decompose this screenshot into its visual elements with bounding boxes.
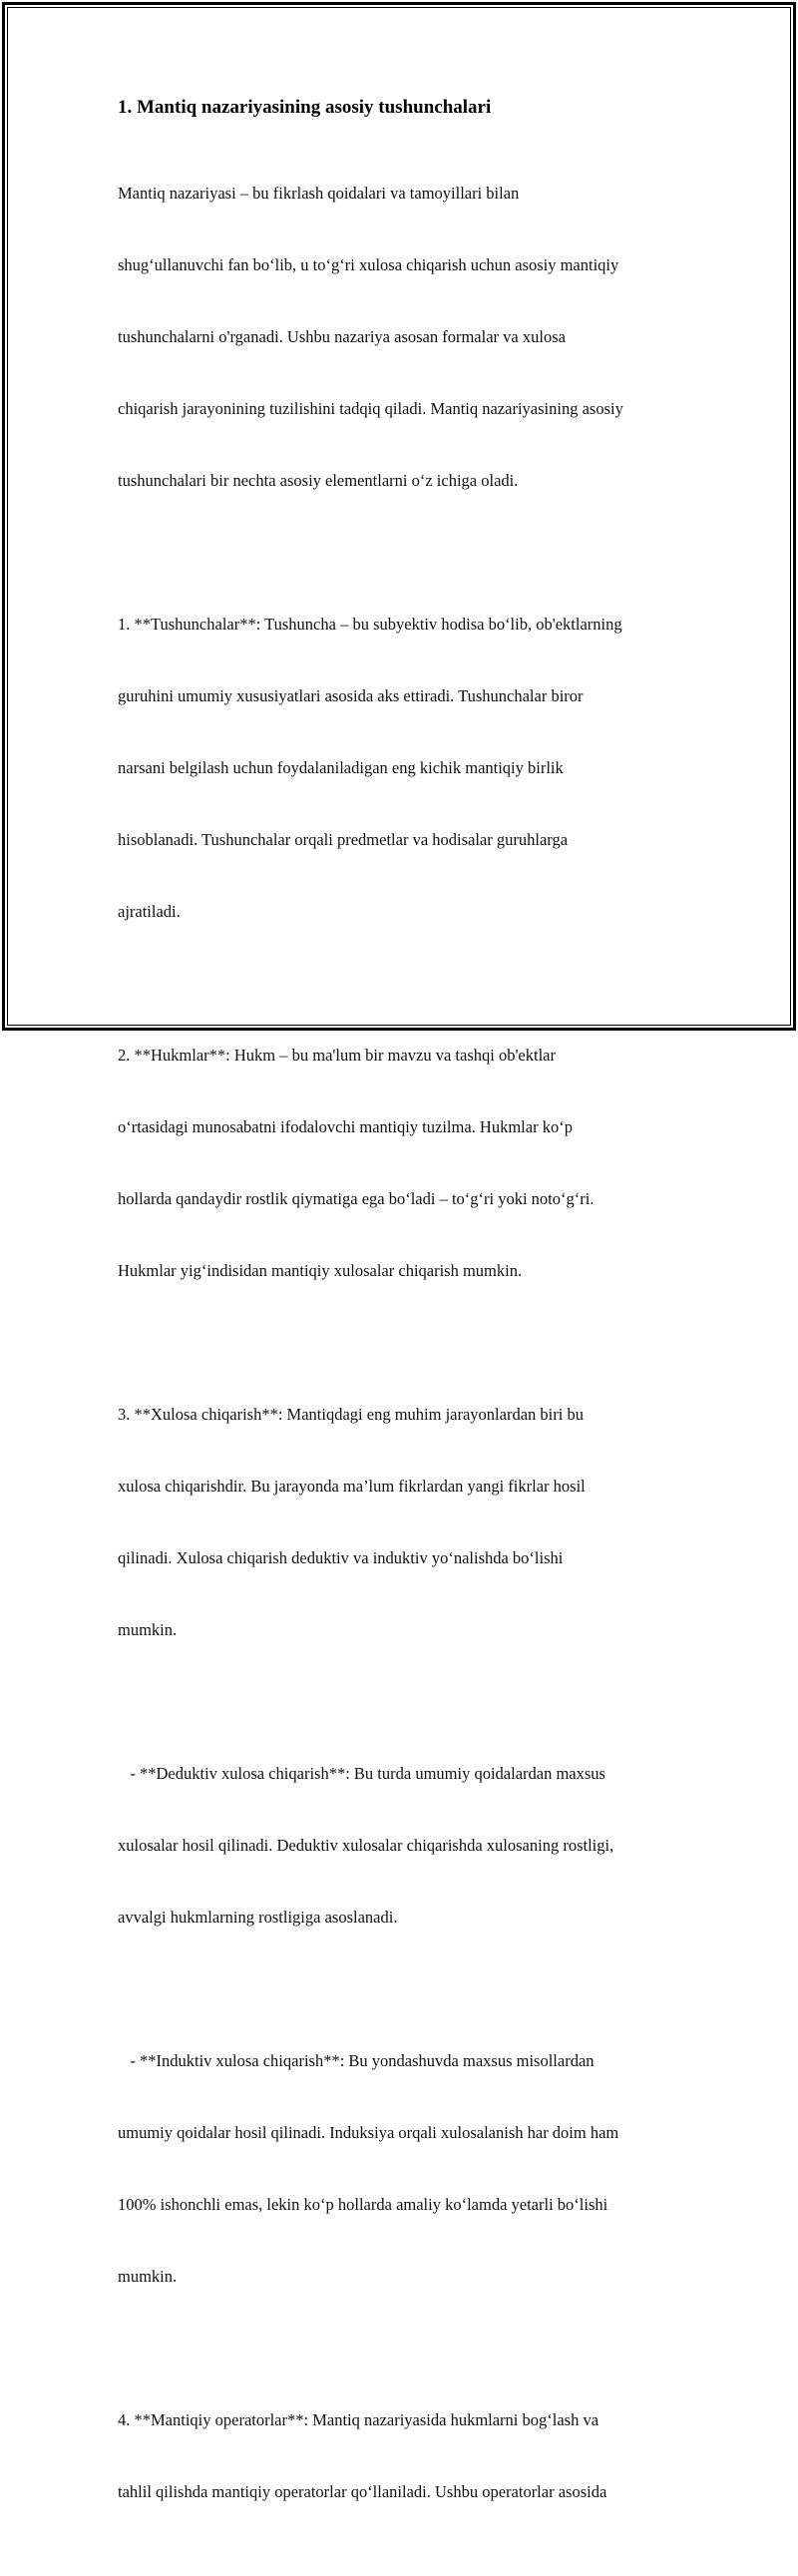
text-line: - **Induktiv xulosa chiqarish**: Bu yondashuvda maxsus misollardan — [118, 2051, 595, 2070]
text-line: 100% ishonchli emas, lekin ko‘p hollarda amaliy ko‘lamda yetarli bo‘lishi — [118, 2195, 608, 2214]
text-line: tushunchalarni o'rganadi. Ushbu nazariya asosan formalar va xulosa — [118, 327, 566, 346]
document-body — [118, 96, 696, 2576]
text-line: shug‘ullanuvchi fan bo‘lib, u to‘g‘ri xulosa chiqarish uchun asosiy mantiqiy — [118, 255, 619, 274]
hukmlar-paragraph — [118, 996, 696, 1331]
deduktiv-paragraph — [118, 1714, 696, 1977]
text-line: 4. **Mantiqiy operatorlar**: Mantiq nazariyasida hukmlarni bog‘lash va — [118, 2410, 599, 2429]
text-line: o‘rtasidagi munosabatni ifodalovchi mantiqiy tuzilma. Hukmlar ko‘p — [118, 1117, 573, 1136]
intro-paragraph — [118, 134, 696, 541]
section-title: 1. Mantiq nazariyasining asosiy tushunchalari — [118, 97, 492, 118]
text-line: 1. **Tushunchalar**: Tushuncha – bu subyektiv hodisa bo‘lib, ob'ektlarning — [118, 615, 622, 634]
induktiv-paragraph — [118, 2001, 696, 2337]
text-line: xulosalar hosil qilinadi. Deduktiv xulosalar chiqarishda xulosaning rostligi, — [118, 1836, 614, 1855]
text-line: mumkin. — [118, 1620, 178, 1639]
text-line: Mantiq nazariyasi – bu fikrlash qoidalari va tamoyillari bilan — [118, 184, 520, 203]
text-line: qilinadi. Xulosa chiqarish deduktiv va induktiv yo‘nalishda bo‘lishi — [118, 1548, 564, 1567]
text-line: xulosa chiqarishdir. Bu jarayonda ma’lum fikrlardan yangi fikrlar hosil — [118, 1477, 586, 1496]
text-line: avvalgi hukmlarning rostligiga asoslanadi. — [118, 1908, 398, 1927]
text-line: chiqarish jarayonining tuzilishini tadqiq qiladi. Mantiq nazariyasining asosiy — [118, 399, 623, 418]
text-line: 2. **Hukmlar**: Hukm – bu ma'lum bir mavzu va tashqi ob'ektlar — [118, 1046, 556, 1065]
text-line: 3. **Xulosa chiqarish**: Mantiqdagi eng muhim jarayonlardan biri bu — [118, 1405, 584, 1424]
text-line: guruhini umumiy xususiyatlari asosida aks ettiradi. Tushunchalar biror — [118, 686, 584, 705]
operatorlar-paragraph — [118, 2361, 696, 2552]
text-line: Hukmlar yig‘indisidan mantiqiy xulosalar chiqarish mumkin. — [118, 1261, 523, 1280]
text-line: ajratiladi. — [118, 902, 181, 921]
text-line: tahlil qilishda mantiqiy operatorlar qo‘llaniladi. Ushbu operatorlar asosida — [118, 2482, 607, 2501]
tushunchalar-paragraph — [118, 565, 696, 972]
xulosa-paragraph — [118, 1355, 696, 1690]
text-line: umumiy qoidalar hosil qilinadi. Induksiya orqali xulosalanish har doim ham — [118, 2123, 619, 2142]
text-line: mumkin. — [118, 2267, 178, 2286]
text-line: narsani belgilash uchun foydalaniladigan eng kichik mantiqiy birlik — [118, 758, 564, 777]
text-line: - **Deduktiv xulosa chiqarish**: Bu turda umumiy qoidalardan maxsus — [118, 1764, 605, 1783]
text-line: hisoblanadi. Tushunchalar orqali predmetlar va hodisalar guruhlarga — [118, 830, 569, 849]
text-line: tushunchalari bir nechta asosiy elementlarni o‘z ichiga oladi. — [118, 471, 519, 490]
text-line: hollarda qandaydir rostlik qiymatiga ega bo‘ladi – to‘g‘ri yoki noto‘g‘ri. — [118, 1189, 595, 1208]
